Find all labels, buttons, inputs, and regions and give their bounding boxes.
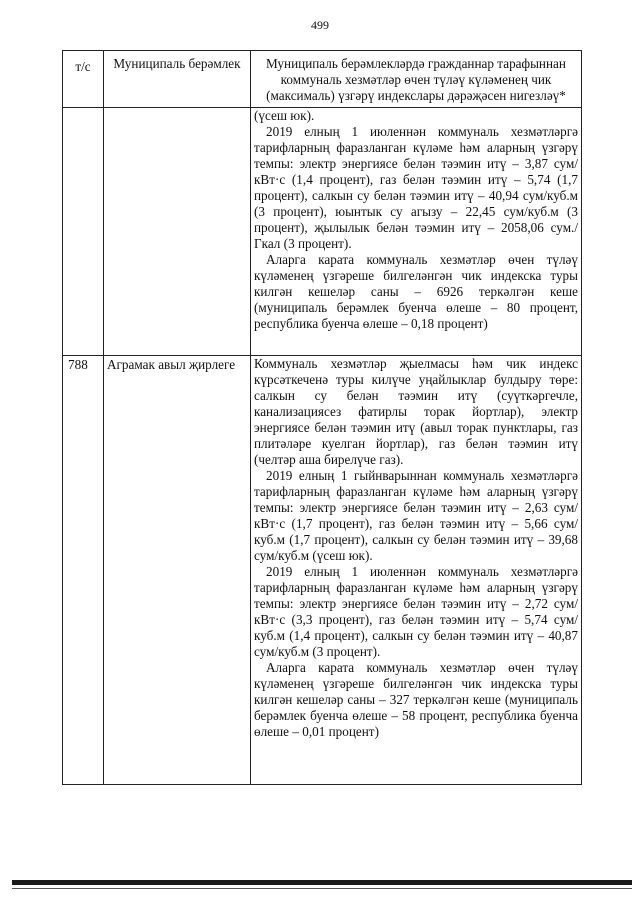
scan-border-line [12,888,632,889]
page-number: 499 [311,18,329,32]
header-number: т/с [63,51,104,108]
paragraph: Аларга карата коммуналь хезмәтләр өчен түләү күләменең үзгәреше билгеләнгән чик индекска туры килгән кешеләр саны – 327 теркәлгән кеше (муниципаль берәмлек буенча өлеше – 58 процент, республика буенча өлеше – 0,01 процент) [254,660,578,739]
row-municipality: Аграмак авыл җирлеге [104,356,251,785]
paragraph: Аларга карата коммуналь хезмәтләр өчен түләү күләменең үзгәреше билгеләнгән чик индекска туры килгән кешеләр саны – 6926 теркәлгән кеше (муниципаль берәмлек буенча өлеше – 80 процент, республика буенча өлеше – 0,18 процент) [254,252,578,331]
row-basis-text [251,356,582,785]
row-municipality [104,108,251,356]
table-row [63,356,582,785]
table-row [63,108,582,356]
paragraph: Коммуналь хезмәтләр җыелмасы һәм чик индекс күрсәткеченә туры килүче уңайлыклар булдыру төре: салкын су белән тәэмин итү (суүткәргечле, канализациясез фатирлы торак йортлар), электр энергиясе белән тәэмин итү (авыл торак пунктлары, газ плитәләре куелган йортлар), газ белән тәэмин итү (челтәр аша бирелүче газ). [254,356,578,467]
row-number [63,108,104,356]
scan-border-bar [12,880,632,885]
table-header-row [63,51,582,108]
paragraph: (үсеш юк). [254,108,315,123]
row-basis-text [251,108,582,356]
paragraph: 2019 елның 1 июленнән коммуналь хезмәтләргә тарифларның фаразланган күләме һәм аларның үзгәрү темпы: электр энергиясе белән тәэмин итү – 2,72 сум/кВт·с (3,3 процент), газ белән тәэмин итү – 5,74 сум/куб.м (1,4 процент), салкын су белән тәэмин итү – 40,87 сум/куб.м (3 процент). [254,564,578,659]
paragraph: 2019 елның 1 гыйнварыннан коммуналь хезмәтләргә тарифларның фаразланган күләме һәм аларның үзгәрү темпы: электр энергиясе белән тәэмин итү – 2,63 сум/кВт·с (1,7 процент), газ белән тәэмин итү – 5,66 сум/куб.м (1,7 процент), салкын су белән тәэмин итү – 39,68 сум/куб.м (үсеш юк). [254,468,578,563]
header-basis: Муниципаль берәмлекләрдә гражданнар тарафыннан коммуналь хезмәтләр өчен түләү күләменең чик (максималь) үзгәрү индекслары дәрәҗәсен нигезләү* [251,51,582,108]
paragraph: 2019 елның 1 июленнән коммуналь хезмәтләргә тарифларның фаразланган күләме һәм аларның үзгәрү темпы: электр энергиясе белән тәэмин итү – 3,87 сум/кВт·с (1,4 процент), газ белән тәэмин итү – 5,74 (1,7 процент), салкын су белән тәэмин итү – 40,94 сум/куб.м (3 процент), юынтык су агызу – 22,45 сум/куб.м (3 процент), җылылык белән тәэмин итү – 2058,06 сум./Гкал (3 процент). [254,124,578,251]
header-municipality: Муниципаль берәмлек [104,51,251,108]
row-number: 788 [63,356,104,785]
municipal-index-table [62,50,582,785]
